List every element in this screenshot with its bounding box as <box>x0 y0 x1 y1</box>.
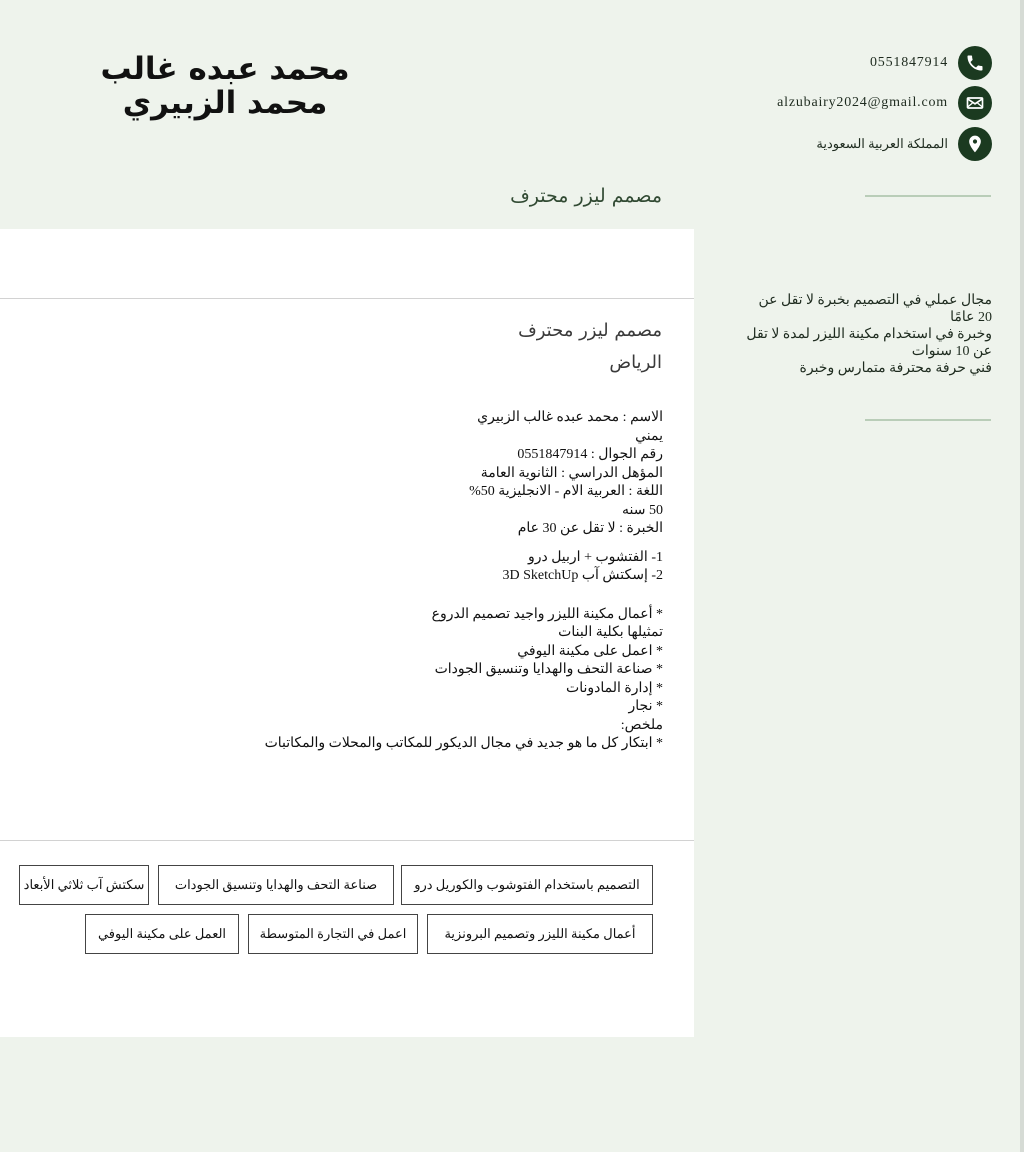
phone-icon <box>958 46 992 80</box>
skill-tag[interactable]: العمل على مكينة اليوفي <box>85 914 239 954</box>
experience-line: تمثيلها بكلية البنات <box>558 625 663 640</box>
experience-line: * صناعة التحف والهدايا وتنسيق الجودات <box>434 662 663 677</box>
skill-tag[interactable]: التصميم باستخدام الفتوشوب والكوريل درو <box>401 865 653 905</box>
experience-line: ملخص: <box>620 717 663 733</box>
section-divider <box>0 298 694 299</box>
job-title: مصمم ليزر محترف <box>510 185 662 207</box>
experience-line: * ابتكار كل ما هو جديد في مجال الديكور للمكاتب والمحلات والمكاتبات <box>264 736 663 751</box>
experience-line: * نجار <box>628 699 663 714</box>
experience-line: * اعمل على مكينة اليوفي <box>517 643 663 659</box>
phone-text: 0551847914 <box>870 55 948 70</box>
skill-line: 1- الفتشوب + اربيل درو <box>527 549 663 565</box>
contact-location <box>816 126 992 162</box>
detail-line: رقم الجوال : 0551847914 <box>517 447 663 462</box>
summary-line: فني حرفة محترفة متمارس وخبرة <box>799 361 992 376</box>
detail-line: الاسم : محمد عبده غالب الزبيري <box>477 410 663 425</box>
page-edge <box>1020 0 1024 1152</box>
skill-tag[interactable]: صناعة التحف والهدايا وتنسيق الجودات <box>158 865 394 905</box>
detail-line: يمني <box>635 428 663 444</box>
detail-line: الخبرة : لا تقل عن 30 عام <box>517 521 663 536</box>
page-title: محمد عبده غالب محمد الزبيري <box>100 51 350 121</box>
profile-city: الرياض <box>609 352 662 373</box>
location-text: المملكة العربية السعودية <box>816 136 948 151</box>
location-pin-icon <box>958 127 992 161</box>
experience-line: * أعمال مكينة الليزر واجيد تصميم الدروع <box>431 606 663 622</box>
section-divider <box>0 840 694 841</box>
contact-phone[interactable] <box>870 45 992 81</box>
skill-line: 2- إسكتش آب 3D SketchUp <box>502 568 663 583</box>
detail-line: 50 سنه <box>622 502 663 518</box>
contact-email[interactable] <box>777 85 992 121</box>
experience-line: * إدارة المادونات <box>566 680 663 696</box>
summary-block <box>742 292 992 377</box>
summary-line: وخبرة في استخدام مكينة الليزر لمدة لا تقل عن 10 سنوات <box>746 327 992 359</box>
summary-line: مجال عملي في التصميم بخبرة لا تقل عن 20 عامًا <box>758 293 992 325</box>
detail-line: اللغة : العربية الام - الانجليزية 50% <box>469 484 663 499</box>
email-icon <box>958 86 992 120</box>
skill-tag[interactable]: اعمل في التجارة المتوسطة <box>248 914 418 954</box>
detail-line: المؤهل الدراسي : الثانوية العامة <box>480 465 663 481</box>
skill-tag[interactable]: سكتش آب ثلاثي الأبعاد <box>19 865 149 905</box>
sidebar-divider <box>865 419 991 421</box>
email-text: alzubairy2024@gmail.com <box>777 95 948 110</box>
sidebar-divider <box>865 195 991 197</box>
profile-details <box>265 409 663 754</box>
profile-title: مصمم ليزر محترف <box>518 320 662 341</box>
skill-tag[interactable]: أعمال مكينة الليزر وتصميم البرونزية <box>427 914 653 954</box>
